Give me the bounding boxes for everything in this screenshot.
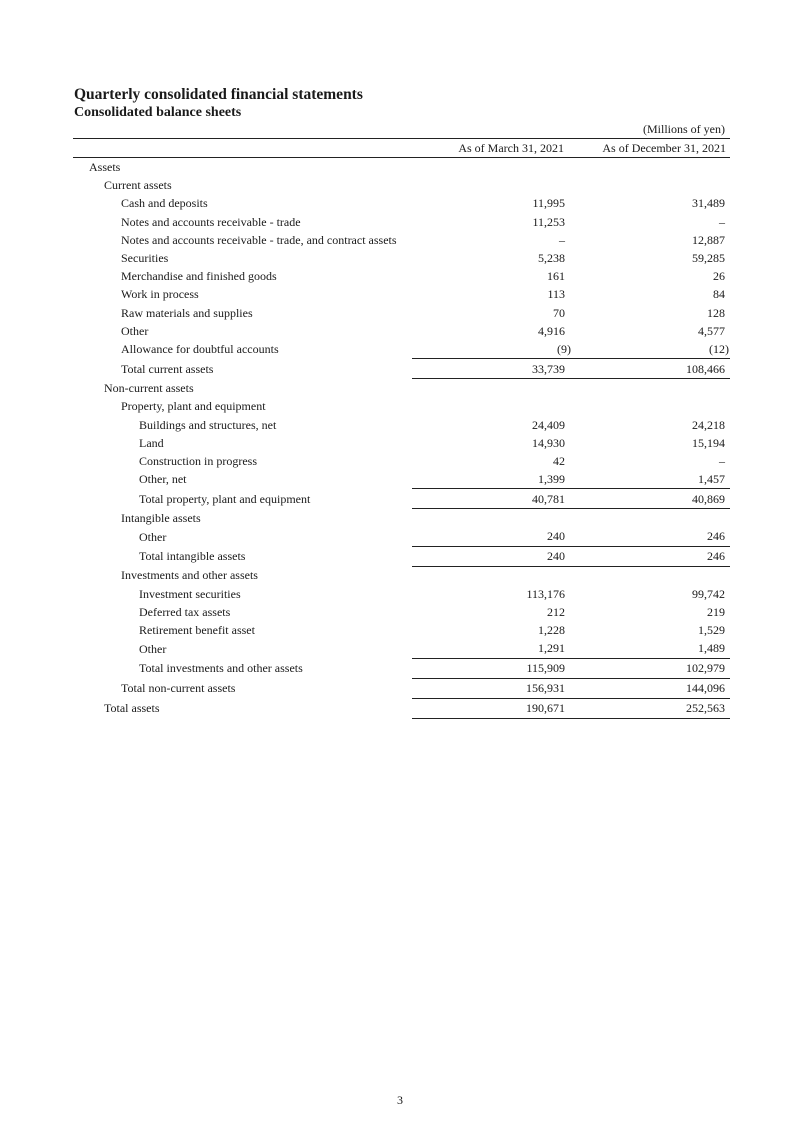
row-value-december: 246 <box>580 546 730 566</box>
table-row-investments-other-assets <box>73 566 730 585</box>
row-value-march: – <box>559 232 565 247</box>
row-value-december: 246 <box>707 529 725 544</box>
row-value-march: 113,176 <box>526 586 565 601</box>
row-label: Total non-current assets <box>121 681 236 695</box>
table-row <box>73 249 730 267</box>
row-value-march: 5,238 <box>538 251 565 266</box>
row-label: Deferred tax assets <box>139 605 231 620</box>
table-row-current-assets <box>73 176 730 194</box>
row-value-december: 1,529 <box>698 623 725 638</box>
row-value-march <box>412 379 580 398</box>
row-label: Land <box>139 435 164 450</box>
row-label: Retirement benefit asset <box>139 623 255 638</box>
row-label: Cash and deposits <box>121 196 208 211</box>
row-value-december: 26 <box>713 269 725 284</box>
column-header-march-2021: As of March 31, 2021 <box>412 139 580 158</box>
row-value-december: 24,218 <box>692 417 725 432</box>
table-row <box>73 434 730 452</box>
row-value-december: 1,489 <box>698 641 725 656</box>
row-value-march: 1,399 <box>538 472 565 487</box>
row-label: Buildings and structures, net <box>139 417 277 432</box>
table-row <box>73 470 730 489</box>
row-value-march <box>412 397 580 415</box>
row-value-december: 128 <box>707 305 725 320</box>
row-label: Property, plant and equipment <box>121 399 266 414</box>
page-number: 3 <box>397 1093 403 1107</box>
table-row <box>73 322 730 340</box>
row-label: Construction in progress <box>139 453 257 468</box>
row-value-december: – <box>719 453 725 468</box>
row-value-december: 12,887 <box>692 232 725 247</box>
row-value-december: 144,096 <box>580 678 730 698</box>
section-title: Consolidated balance sheets <box>74 105 242 120</box>
row-value-december <box>580 509 730 528</box>
table-row-total-current-assets <box>73 359 730 379</box>
row-value-march: 161 <box>547 269 565 284</box>
table-row <box>73 527 730 546</box>
row-value-march: 11,995 <box>532 196 565 211</box>
row-value-march: 115,909 <box>412 658 580 678</box>
row-value-march: 70 <box>553 305 565 320</box>
table-row <box>73 452 730 470</box>
row-value-march: 240 <box>547 529 565 544</box>
table-row-intangible-assets <box>73 509 730 528</box>
row-label: Current assets <box>104 178 172 193</box>
column-header-december-2021: As of December 31, 2021 <box>580 139 730 158</box>
table-row-assets <box>73 158 730 177</box>
page-title: Quarterly consolidated financial statements <box>74 86 363 103</box>
row-value-december: 252,563 <box>580 698 730 718</box>
table-row <box>73 267 730 285</box>
table-row <box>73 639 730 658</box>
table-row <box>73 621 730 639</box>
row-value-march: 1,228 <box>538 623 565 638</box>
row-value-december: 15,194 <box>692 435 725 450</box>
row-value-december: 40,869 <box>580 489 730 509</box>
balance-sheet-table-container <box>73 138 730 719</box>
row-label: Work in process <box>121 287 199 302</box>
row-value-december: 219 <box>707 605 725 620</box>
table-row <box>73 304 730 322</box>
row-label: Other <box>139 641 167 656</box>
row-value-march <box>412 566 580 585</box>
row-value-march: 42 <box>553 453 565 468</box>
row-value-december: 108,466 <box>580 359 730 379</box>
row-label: Assets <box>89 160 121 175</box>
row-value-march: 1,291 <box>538 641 565 656</box>
row-value-march: 11,253 <box>532 214 565 229</box>
row-label: Total intangible assets <box>139 549 246 564</box>
row-value-december: 31,489 <box>692 196 725 211</box>
row-value-december: 102,979 <box>580 658 730 678</box>
row-value-december <box>580 379 730 398</box>
units-label: (Millions of yen) <box>643 122 725 136</box>
row-value-march <box>412 509 580 528</box>
row-value-march: 14,930 <box>532 435 565 450</box>
table-row-total-assets <box>73 698 730 718</box>
row-label: Other <box>139 529 167 544</box>
table-row <box>73 415 730 433</box>
table-row <box>73 603 730 621</box>
row-label: Total property, plant and equipment <box>139 491 311 506</box>
column-header-item <box>73 139 412 158</box>
table-row-total-non-current-assets <box>73 678 730 698</box>
row-label: Raw materials and supplies <box>121 305 253 320</box>
row-value-december: 59,285 <box>692 251 725 266</box>
table-row-total-property-plant-equipment <box>73 489 730 509</box>
row-value-march: 190,671 <box>412 698 580 718</box>
row-label: Intangible assets <box>121 511 201 526</box>
row-value-march: 4,916 <box>538 323 565 338</box>
row-value-march: 33,739 <box>412 359 580 379</box>
row-value-march: (9) <box>557 341 571 356</box>
row-value-march: 212 <box>547 605 565 620</box>
row-value-december: 99,742 <box>692 586 725 601</box>
row-label: Securities <box>121 251 169 266</box>
row-label: Total assets <box>104 701 160 715</box>
row-value-march: 24,409 <box>532 417 565 432</box>
row-value-december: – <box>719 214 725 229</box>
balance-sheet-table <box>73 138 730 719</box>
row-label: Other, net <box>139 472 187 487</box>
row-value-december: 4,577 <box>698 323 725 338</box>
table-row <box>73 213 730 231</box>
table-row-non-current-assets <box>73 379 730 398</box>
table-row-total-investments-other-assets <box>73 658 730 678</box>
table-row-property-plant-equipment <box>73 397 730 415</box>
row-label: Investment securities <box>139 586 241 601</box>
row-value-december <box>580 158 730 177</box>
row-label: Total current assets <box>121 361 214 376</box>
row-value-march <box>412 158 580 177</box>
row-label: Investments and other assets <box>121 568 258 583</box>
row-value-december: (12) <box>709 341 729 356</box>
table-row <box>73 340 730 359</box>
table-row <box>73 194 730 212</box>
row-value-march <box>412 176 580 194</box>
row-value-march: 156,931 <box>412 678 580 698</box>
row-label: Total investments and other assets <box>139 661 303 675</box>
row-value-december: 84 <box>713 287 725 302</box>
table-row <box>73 585 730 603</box>
row-label: Allowance for doubtful accounts <box>121 342 279 357</box>
row-label: Other <box>121 323 149 338</box>
table-header-row <box>73 139 730 158</box>
row-value-march: 113 <box>547 287 565 302</box>
table-row-total-intangible-assets <box>73 546 730 566</box>
row-label: Merchandise and finished goods <box>121 269 277 284</box>
row-label: Non-current assets <box>104 380 194 395</box>
row-value-march: 40,781 <box>412 489 580 509</box>
row-value-december <box>580 566 730 585</box>
row-value-december <box>580 176 730 194</box>
row-value-december <box>580 397 730 415</box>
row-label: Notes and accounts receivable - trade <box>121 214 301 229</box>
row-value-december: 1,457 <box>698 472 725 487</box>
row-value-march: 240 <box>412 546 580 566</box>
row-label: Notes and accounts receivable - trade, and contract assets <box>121 232 397 247</box>
table-row <box>73 285 730 303</box>
table-row <box>73 231 730 249</box>
